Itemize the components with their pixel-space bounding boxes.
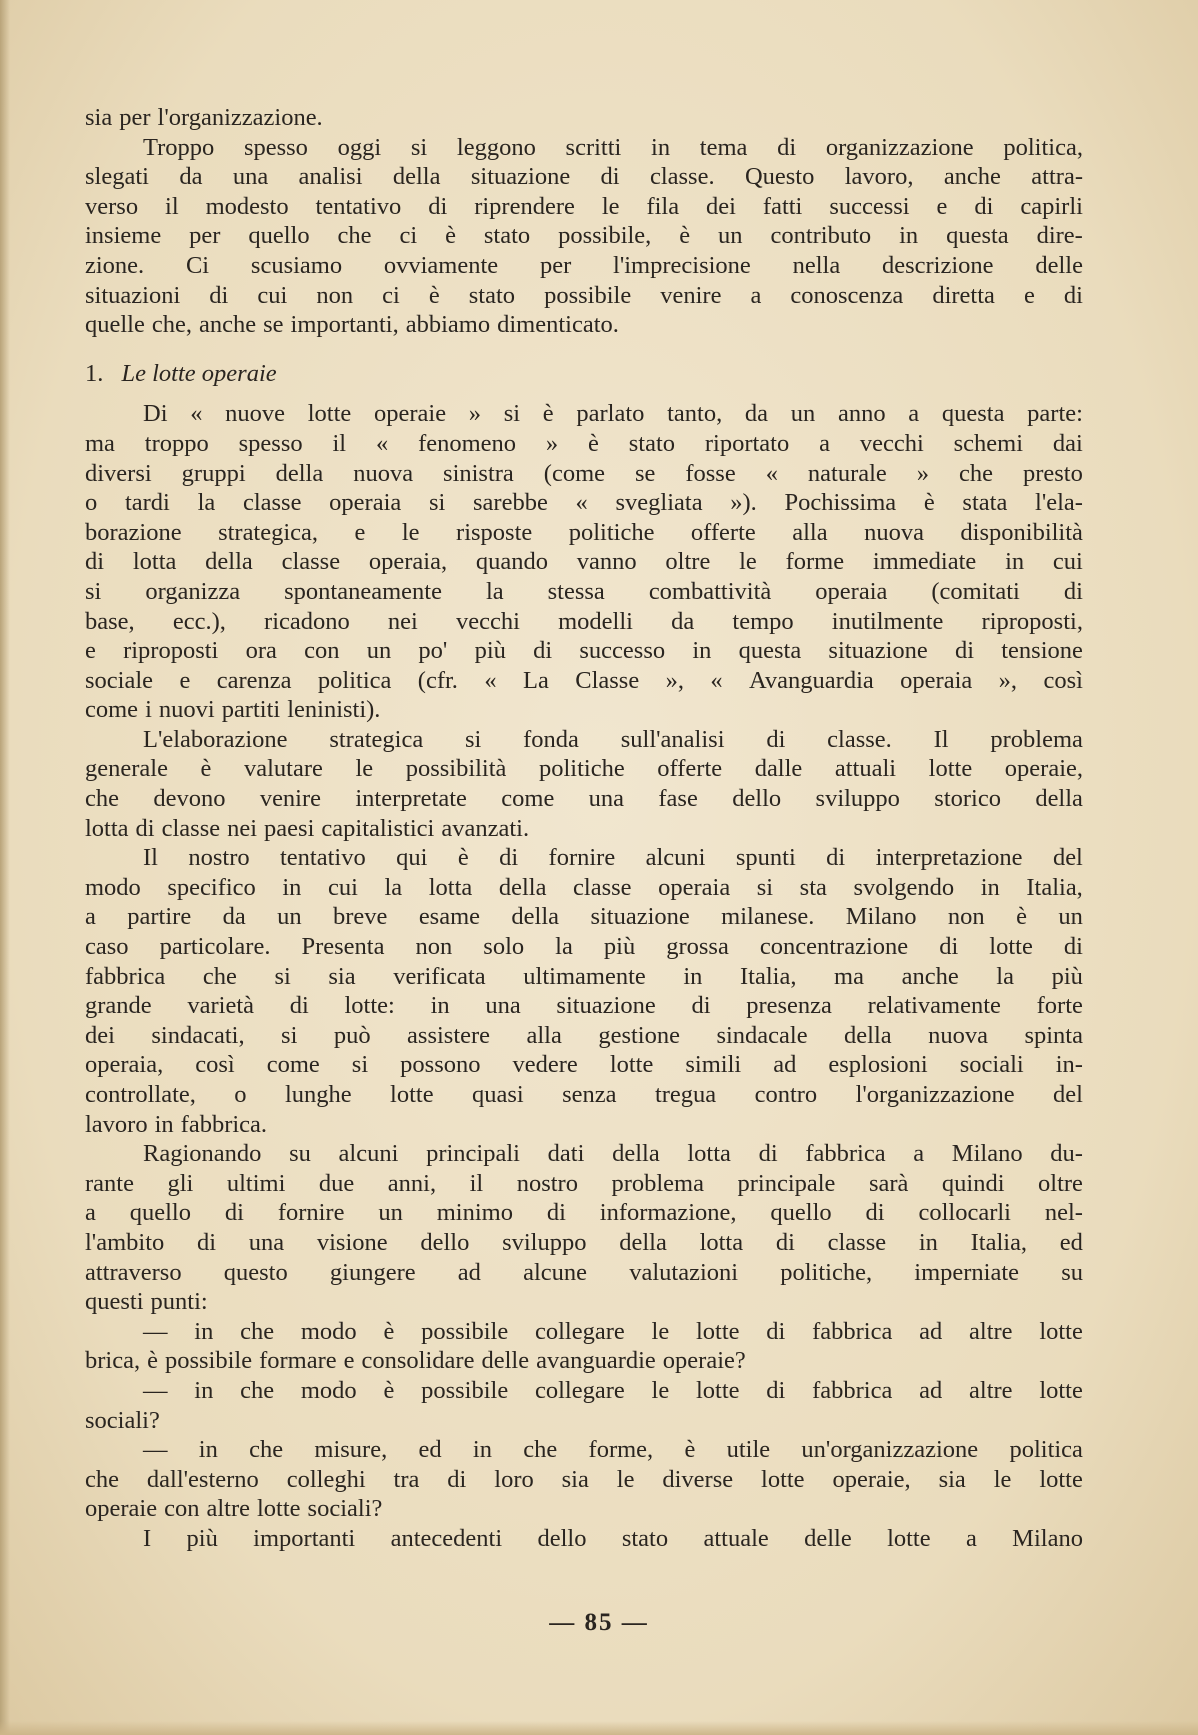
- question-item-2: [85, 1376, 1083, 1435]
- text-line: Di « nuove lotte operaie » si è parlato tanto, da un anno a questa parte:: [143, 400, 1083, 428]
- text-line: zione. Ci scusiamo ovviamente per l'imprecisione nella descrizione delle: [85, 251, 1083, 279]
- text-line: Troppo spesso oggi si leggono scritti in tema di organizzazione politica,: [143, 133, 1083, 161]
- text-line: — in che modo è possibile collegare le lotte di fabbrica ad altre lotte: [143, 1317, 1083, 1345]
- section-number: 1.: [85, 359, 104, 387]
- text-line: verso il modesto tentativo di riprendere le fila dei fatti successi e di capirli: [85, 192, 1083, 220]
- text-line: L'elaborazione strategica si fonda sull'analisi di classe. Il problema: [143, 725, 1083, 753]
- intro-paragraph: [85, 103, 1083, 133]
- text-line: controllate, o lunghe lotte quasi senza tregua contro l'organizzazione del: [85, 1081, 1083, 1108]
- text-line: operaia, così come si possono vedere lotte simili ad esplosioni sociali in-: [85, 1051, 1083, 1079]
- text-line: grande varietà di lotte: in una situazione di presenza relativamente forte: [85, 992, 1083, 1020]
- text-line: di lotta della classe operaia, quando vanno oltre le forme immediate in cui: [85, 548, 1083, 576]
- text-line: diversi gruppi della nuova sinistra (come se fosse « naturale » che presto: [85, 459, 1083, 487]
- text-line: o tardi la classe operaia si sarebbe « svegliata »). Pochissima è stata l'ela-: [85, 489, 1083, 517]
- text-line: — in che misure, ed in che forme, è utile un'organizzazione politica: [143, 1436, 1083, 1464]
- paragraph-ragionando: [85, 1139, 1083, 1317]
- text-line: a quello di fornire un minimo di informazione, quello di collocarli nel-: [85, 1199, 1083, 1227]
- text-line: modo specifico in cui la lotta della classe operaia si sta svolgendo in Italia,: [85, 873, 1083, 901]
- text-line: che devono venire interpretate come una fase dello sviluppo storico della: [85, 785, 1083, 813]
- text-line: l'ambito di una visione dello sviluppo della lotta di classe in Italia, ed: [85, 1228, 1083, 1256]
- text-line: si organizza spontaneamente la stessa combattività operaia (comitati di: [85, 577, 1083, 605]
- text-line: base, ecc.), ricadono nei vecchi modelli da tempo inutilmente riproposti,: [85, 607, 1083, 635]
- question-item-1: [85, 1317, 1083, 1376]
- text-line: I più importanti antecedenti dello stato attuale delle lotte a Milano: [143, 1524, 1083, 1552]
- text-line: caso particolare. Presenta non solo la più grossa concentrazione di lotte di: [85, 933, 1083, 961]
- text-line: insieme per quello che ci è stato possibile, è un contributo in questa dire-: [85, 222, 1083, 250]
- question-item-3: [85, 1435, 1083, 1524]
- paragraph-organizzazione: [85, 133, 1083, 340]
- text-line: rante gli ultimi due anni, il nostro problema principale sarà quindi oltre: [85, 1169, 1083, 1197]
- text-line: questi punti:: [85, 1288, 208, 1316]
- text-line: e riproposti ora con un po' più di successo in questa situazione di tensione: [85, 637, 1083, 665]
- text-line: — in che modo è possibile collegare le lotte di fabbrica ad altre lotte: [143, 1376, 1083, 1404]
- text-line: generale è valutare le possibilità politiche offerte dalle attuali lotte operaie,: [85, 755, 1083, 783]
- text-line: che dall'esterno colleghi tra di loro sia le diverse lotte operaie, sia le lotte: [85, 1465, 1083, 1493]
- body-text: [85, 103, 1083, 1554]
- text-line: operaie con altre lotte sociali?: [85, 1495, 383, 1523]
- text-line: borazione strategica, e le risposte politiche offerte alla nuova disponibilità: [85, 518, 1083, 546]
- text-line: slegati da una analisi della situazione di classe. Questo lavoro, anche attra-: [85, 163, 1083, 191]
- paragraph-nuove-lotte: [85, 399, 1083, 725]
- text-line: lavoro in fabbrica.: [85, 1110, 268, 1138]
- section-title: Le lotte operaie: [121, 359, 277, 387]
- text-line: Ragionando su alcuni principali dati della lotta di fabbrica a Milano du-: [143, 1140, 1083, 1168]
- page-number: — 85 —: [549, 1609, 649, 1636]
- text-line: sociale e carenza politica (cfr. « La Classe », « Avanguardia operaia », così: [85, 666, 1083, 694]
- text-line: Il nostro tentativo qui è di fornire alcuni spunti di interpretazione del: [143, 844, 1083, 872]
- paragraph-elaborazione: [85, 725, 1083, 843]
- text-line: quelle che, anche se importanti, abbiamo dimenticato.: [85, 311, 619, 339]
- text-line: fabbrica che si sia verificata ultimamente in Italia, ma anche la più: [85, 962, 1083, 990]
- text-line: lotta di classe nei paesi capitalistici avanzati.: [85, 814, 530, 842]
- text-line: attraverso questo giungere ad alcune valutazioni politiche, imperniate su: [85, 1258, 1083, 1286]
- text-line: sociali?: [85, 1406, 160, 1434]
- paragraph-tentativo: [85, 843, 1083, 1139]
- text-line: sia per l'organizzazione.: [85, 104, 323, 131]
- section-heading: [85, 359, 1083, 389]
- text-line: come i nuovi partiti leninisti).: [85, 696, 381, 724]
- paragraph-antecedenti: [85, 1524, 1083, 1554]
- text-line: dei sindacati, si può assistere alla gestione sindacale della nuova spinta: [85, 1021, 1083, 1049]
- text-line: brica, è possibile formare e consolidare delle avanguardie operaie?: [85, 1347, 746, 1375]
- text-line: a partire da un breve esame della situazione milanese. Milano non è un: [85, 903, 1083, 931]
- text-line: ma troppo spesso il « fenomeno » è stato riportato a vecchi schemi dai: [85, 429, 1083, 457]
- text-line: situazioni di cui non ci è stato possibile venire a conoscenza diretta e di: [85, 281, 1083, 309]
